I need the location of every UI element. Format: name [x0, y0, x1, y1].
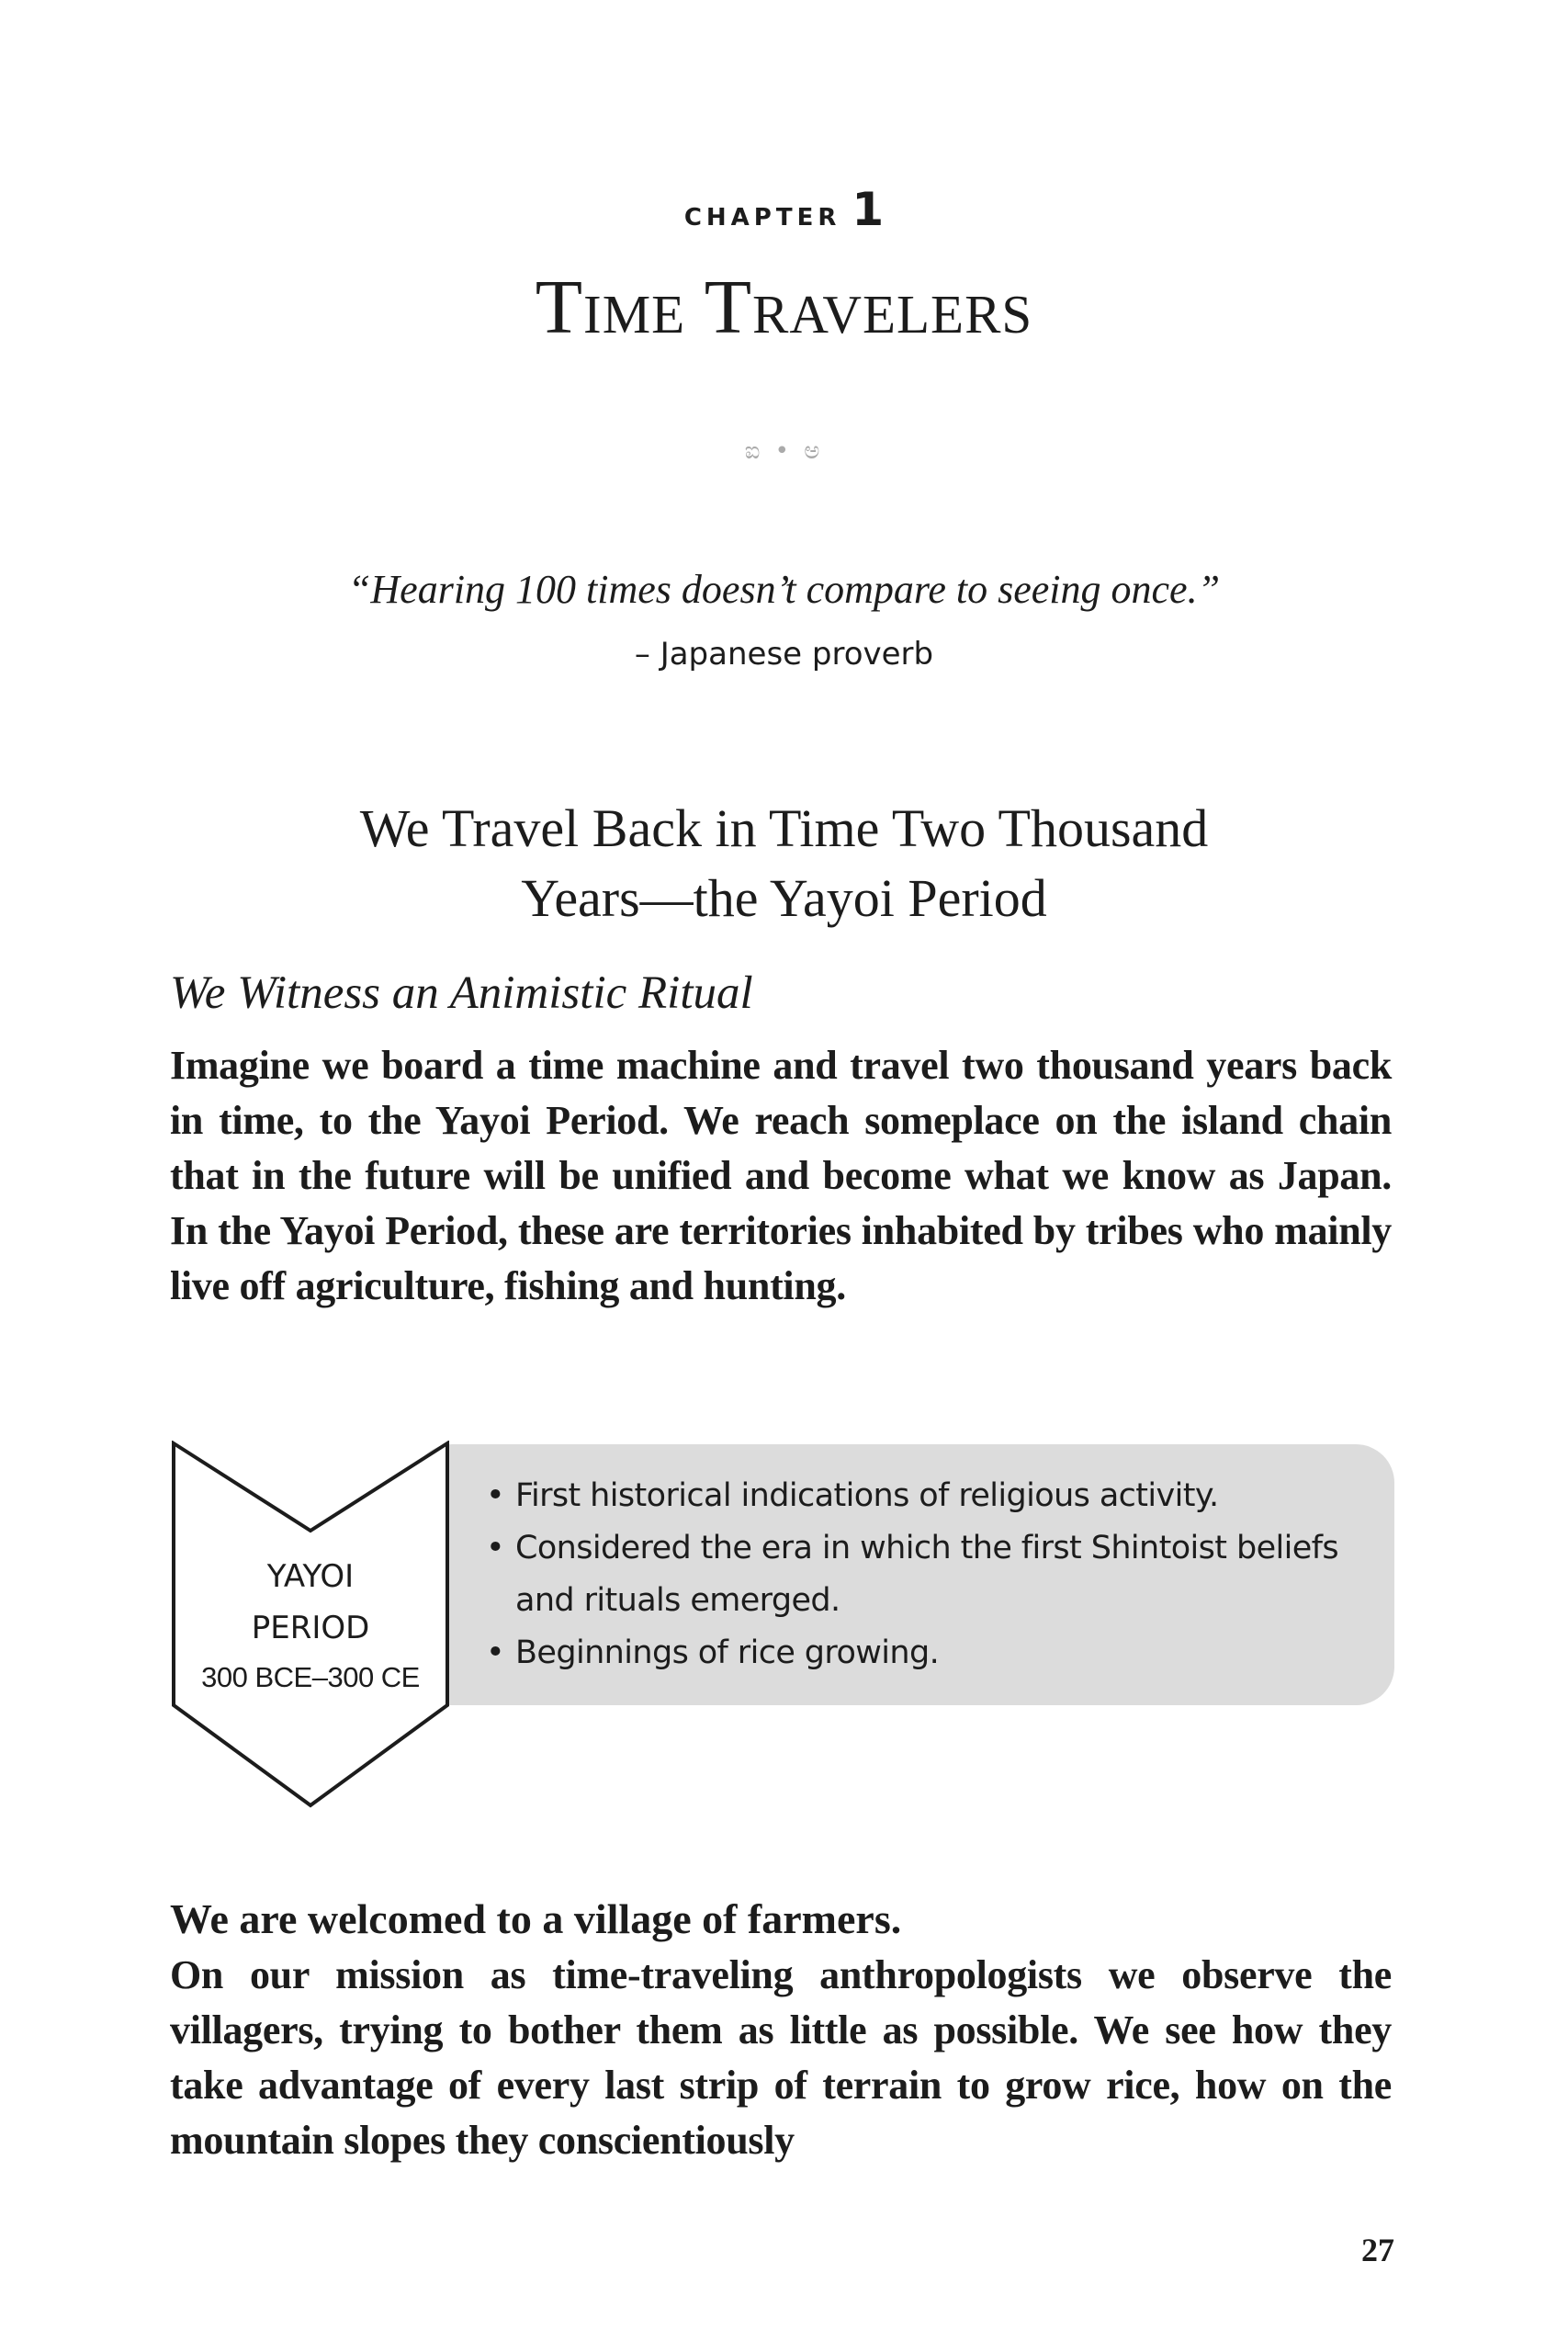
paragraph-lead: We are welcomed to a village of farmers. [170, 1895, 902, 1942]
section-heading [165, 794, 1403, 933]
period-dates: 300 BCE–300 CE [201, 1661, 420, 1693]
sub-heading: We Witness an Animistic Ritual [170, 967, 753, 1019]
timeline-bullet: • First historical indications of religious activity. [482, 1470, 1382, 1522]
period-name-line-2: PERIOD [251, 1610, 370, 1646]
body-paragraph-2: On our mission as time-traveling anthropologists we observe the villagers, trying to bother them as little as possible. We see how they take advantage of every last strip of terrain to grow rice, how on the mountain slopes they conscientiously [170, 1952, 1392, 2163]
period-name-line-1: YAYOI [266, 1558, 355, 1595]
timeline-bullet: • Considered the era in which the first Shintoist beliefs and rituals emerged. [482, 1522, 1382, 1627]
chapter-number: 1 [852, 183, 885, 236]
chapter-title: Time Travelers [535, 265, 1033, 350]
ornament-divider: ಐ • ಅ [744, 437, 824, 465]
section-heading-line-2: Years—the Yayoi Period [521, 868, 1047, 928]
chapter-word: chapter [683, 194, 841, 233]
epigraph-attribution: – Japanese proverb [634, 636, 934, 673]
chapter-label [0, 182, 1568, 242]
period-name [171, 1551, 450, 1654]
section-heading-line-1: We Travel Back in Time Two Thousand [359, 798, 1209, 858]
timeline-bullet-list [482, 1470, 1382, 1679]
page-number: 27 [1361, 2232, 1394, 2268]
epigraph-quote: “Hearing 100 times doesn’t compare to seeing once.” [347, 567, 1221, 612]
timeline-bullet: • Beginnings of rice growing. [482, 1627, 1382, 1679]
body-paragraph-1: Imagine we board a time machine and travel two thousand years back in time, to the Yayoi Period. We reach someplace on the island chain that in the future will be unified and become what we know as Japan. In the Yayoi Period, these are territories inhabited by tribes who mainly live off agriculture, fishing and hunting. [170, 1043, 1392, 1308]
